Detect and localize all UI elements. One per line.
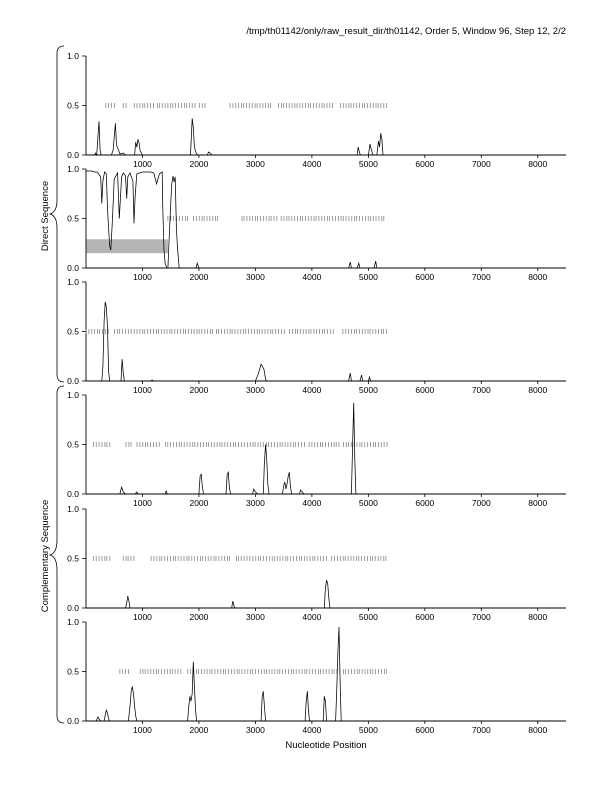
rug-marks (168, 216, 384, 221)
y-tick-label: 0.0 (67, 716, 79, 726)
complementary-sequence-label: Complementary Sequence (40, 499, 51, 613)
x-tick-label: 8000 (528, 498, 548, 508)
direct-brace (50, 46, 64, 382)
y-tick-label: 0.0 (67, 150, 79, 160)
x-tick-label: 8000 (528, 612, 548, 622)
x-tick-label: 6000 (415, 498, 435, 508)
x-tick-label: 3000 (245, 725, 265, 735)
series-line (86, 118, 566, 155)
x-tick-label: 1000 (133, 725, 152, 735)
x-tick-label: 2000 (189, 272, 209, 282)
x-tick-label: 5000 (358, 612, 378, 622)
x-tick-label: 5000 (358, 498, 378, 508)
y-tick-label: 1.0 (67, 51, 79, 61)
x-tick-label: 4000 (302, 272, 322, 282)
rug-marks (86, 329, 387, 334)
x-tick-label: 2000 (189, 385, 209, 395)
highlight-band (86, 239, 168, 253)
y-tick-label: 0.0 (67, 603, 79, 613)
x-tick-label: 1000 (133, 612, 152, 622)
x-tick-label: 7000 (471, 159, 491, 169)
x-tick-label: 8000 (528, 725, 548, 735)
x-tick-label: 3000 (245, 498, 265, 508)
x-tick-label: 6000 (415, 272, 435, 282)
x-tick-label: 3000 (245, 159, 265, 169)
y-tick-label: 0.5 (67, 666, 79, 677)
x-tick-label: 5000 (358, 725, 378, 735)
figure-header: /tmp/th01142/only/raw_result_dir/th01142, Order 5, Window 96, Step 12, 2/2 (246, 26, 566, 37)
x-tick-label: 6000 (415, 725, 435, 735)
y-tick-label: 0.5 (67, 213, 79, 224)
rug-marks (106, 103, 387, 108)
x-tick-label: 6000 (415, 612, 435, 622)
x-tick-label: 1000 (133, 498, 152, 508)
x-tick-label: 8000 (528, 272, 548, 282)
y-tick-label: 0.5 (67, 553, 79, 564)
x-tick-label: 3000 (245, 272, 265, 282)
y-tick-label: 1.0 (67, 277, 79, 287)
x-tick-label: 4000 (302, 725, 322, 735)
x-axis-label: Nucleotide Position (285, 740, 367, 751)
x-tick-label: 6000 (415, 385, 435, 395)
series-line (86, 580, 566, 608)
y-tick-label: 0.0 (67, 263, 79, 273)
x-tick-label: 7000 (471, 498, 491, 508)
rug-marks (93, 442, 387, 447)
x-tick-label: 2000 (189, 159, 209, 169)
x-tick-label: 1000 (133, 272, 152, 282)
x-tick-label: 2000 (189, 725, 209, 735)
x-tick-label: 7000 (471, 385, 491, 395)
complementary-brace (50, 386, 64, 723)
y-tick-label: 1.0 (67, 504, 79, 514)
y-tick-label: 0.5 (67, 439, 79, 450)
panel-4 (67, 390, 566, 508)
x-tick-label: 2000 (189, 498, 209, 508)
panel-3 (67, 277, 566, 395)
direct-sequence-label: Direct Sequence (40, 180, 51, 252)
x-tick-label: 8000 (528, 385, 548, 395)
x-tick-label: 4000 (302, 498, 322, 508)
y-tick-label: 0.5 (67, 326, 79, 337)
y-tick-label: 0.5 (67, 100, 79, 111)
x-tick-label: 3000 (245, 385, 265, 395)
y-tick-label: 0.0 (67, 489, 79, 499)
x-tick-label: 1000 (133, 159, 152, 169)
y-tick-label: 1.0 (67, 390, 79, 400)
x-tick-label: 1000 (133, 385, 152, 395)
x-tick-label: 4000 (302, 159, 322, 169)
panels (67, 51, 566, 735)
y-tick-label: 0.0 (67, 376, 79, 386)
panel-6 (67, 617, 566, 735)
panel-5 (67, 504, 566, 622)
x-tick-label: 4000 (302, 612, 322, 622)
y-tick-label: 1.0 (67, 164, 79, 174)
y-tick-label: 1.0 (67, 617, 79, 627)
x-tick-label: 3000 (245, 612, 265, 622)
x-tick-label: 5000 (358, 385, 378, 395)
rug-marks (93, 556, 386, 561)
panel-1 (67, 51, 566, 169)
x-tick-label: 6000 (415, 159, 435, 169)
x-tick-label: 8000 (528, 159, 548, 169)
series-line (86, 403, 566, 494)
x-tick-label: 4000 (302, 385, 322, 395)
rug-marks (120, 669, 386, 674)
series-line (86, 302, 566, 381)
x-tick-label: 5000 (358, 159, 378, 169)
x-tick-label: 7000 (471, 725, 491, 735)
x-tick-label: 7000 (471, 612, 491, 622)
series-line (86, 171, 566, 268)
x-tick-label: 7000 (471, 272, 491, 282)
x-tick-label: 2000 (189, 612, 209, 622)
x-tick-label: 5000 (358, 272, 378, 282)
panel-2 (67, 164, 566, 282)
